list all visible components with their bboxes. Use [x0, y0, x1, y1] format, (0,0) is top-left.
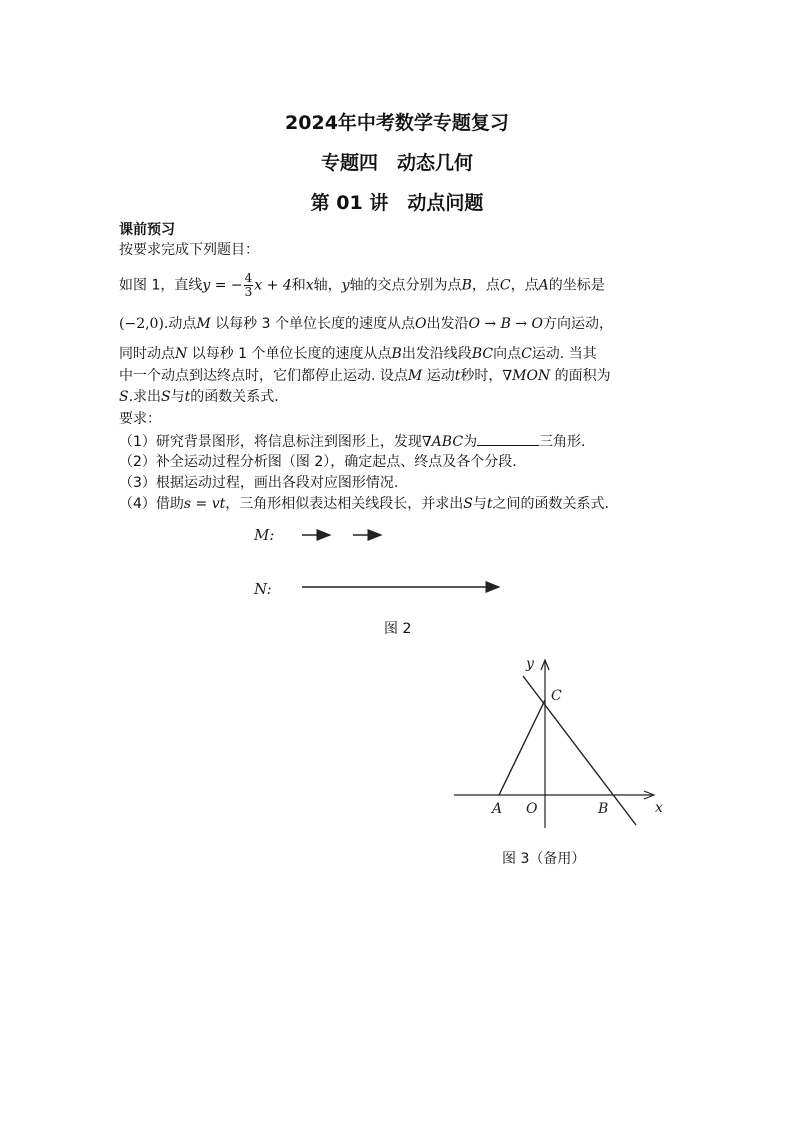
math-var: t	[184, 389, 191, 405]
figure-3-caption: 图 3（备用）	[502, 851, 586, 867]
math-var: A	[538, 277, 549, 294]
line-bc	[523, 676, 636, 825]
math-var: N	[175, 346, 188, 362]
text-fragment: 向点	[493, 346, 522, 362]
text-fragment: 以每秒 3 个单位长度的速度从点	[210, 316, 415, 332]
text-fragment: 为	[463, 434, 478, 450]
math-var: y	[341, 277, 350, 294]
problem-line-1	[119, 272, 605, 299]
text-fragment: 中一个动点到达终点时，它们都停止运动. 设点	[119, 368, 408, 384]
math-var: B	[391, 346, 402, 362]
text-fragment: 之间的函数关系式.	[492, 496, 609, 512]
math-var: C	[521, 346, 532, 362]
x-label: x	[655, 800, 663, 816]
problem-line-2	[119, 314, 613, 334]
instruction-text: 按要求完成下列题目：	[119, 242, 259, 258]
requirement-4	[119, 494, 609, 514]
lecture-title: 第 01 讲 动点问题	[310, 192, 484, 214]
problem-line-4	[119, 366, 611, 386]
point-o-label: O	[526, 801, 538, 817]
math-expr: s = vt	[183, 496, 226, 512]
text-fragment: ，点	[471, 277, 500, 294]
text-fragment: （4）借助	[119, 496, 184, 512]
text-fragment: 出发沿	[426, 316, 469, 332]
figure2-n-label: N:	[254, 580, 272, 598]
math-var: S	[161, 389, 171, 405]
text-fragment: 运动. 当其	[531, 346, 597, 362]
requirement-3: （3）根据运动过程，画出各段对应图形情况.	[119, 475, 399, 491]
text-fragment: 出发沿线段	[401, 346, 472, 362]
text-fragment: .求出	[128, 389, 162, 405]
math-var: O	[414, 316, 427, 332]
math-var: M	[407, 368, 423, 384]
figure-2	[240, 520, 520, 610]
text-fragment: 与	[170, 389, 185, 405]
fraction-numerator: 4	[244, 271, 253, 285]
requirement-2: （2）补全运动过程分析图（图 2），确定起点、终点及各个分段.	[119, 454, 517, 470]
text-fragment: 运动	[422, 368, 455, 384]
point-b-label: B	[598, 801, 609, 817]
math-expr: x + 4	[254, 277, 292, 294]
text-fragment: 三角形.	[539, 434, 586, 450]
text-fragment: 方向运动，	[542, 316, 613, 332]
problem-line-5	[119, 387, 279, 407]
fraction-denominator: 3	[244, 285, 253, 299]
figure2-m-label: M:	[254, 526, 275, 544]
text-fragment: 轴的交点分别为点	[349, 277, 462, 294]
text-fragment: ，三角形相似表达相关线段长，并求出	[225, 496, 464, 512]
math-path: O → B → O	[468, 316, 543, 332]
text-fragment: 和	[291, 277, 306, 294]
math-var: t	[486, 496, 493, 512]
math-triangle: ∇ABC	[421, 434, 464, 450]
math-var: y	[202, 277, 211, 294]
math-var: B	[461, 277, 472, 294]
problem-line-3	[119, 344, 597, 364]
math-var: BC	[471, 346, 494, 362]
requirements-label: 要求：	[119, 411, 161, 427]
math-var: M	[196, 316, 211, 332]
text-fragment: .动点	[163, 316, 197, 332]
text-fragment: 如图 1，直线	[119, 277, 203, 294]
text-fragment: 轴，	[313, 277, 342, 294]
math-var: x	[305, 277, 314, 294]
text-fragment: 的函数关系式.	[190, 389, 279, 405]
text-fragment: （1）研究背景图形，将信息标注到图形上，发现	[119, 434, 422, 450]
section-heading: 课前预习	[119, 222, 175, 238]
text-fragment: 以每秒 1 个单位长度的速度从点	[187, 346, 392, 362]
math-var: C	[499, 277, 511, 294]
math-coord: (−2,0)	[119, 316, 164, 332]
math-triangle: ∇MON	[502, 368, 551, 384]
requirement-1	[119, 431, 586, 452]
figure-2-caption: 图 2	[384, 621, 412, 637]
point-a-label: A	[492, 801, 503, 817]
fraction	[244, 272, 254, 299]
answer-blank[interactable]	[477, 431, 539, 446]
text-fragment: 的坐标是	[548, 277, 605, 294]
math-var: S	[463, 496, 473, 512]
y-label: y	[526, 656, 534, 672]
text-fragment: 同时动点	[119, 346, 175, 362]
text-fragment: 与	[472, 496, 487, 512]
figure-3	[440, 648, 680, 838]
text-fragment: ，点	[510, 277, 539, 294]
doc-subtitle: 专题四 动态几何	[320, 152, 473, 174]
math-var: S	[119, 389, 129, 405]
segment-ac	[499, 700, 545, 795]
doc-title: 2024年中考数学专题复习	[285, 112, 509, 134]
text-fragment: 秒时，	[460, 368, 503, 384]
point-c-label: C	[551, 688, 562, 704]
text-fragment: 的面积为	[550, 368, 611, 384]
math-op: = −	[210, 277, 243, 294]
math-var: t	[454, 368, 461, 384]
